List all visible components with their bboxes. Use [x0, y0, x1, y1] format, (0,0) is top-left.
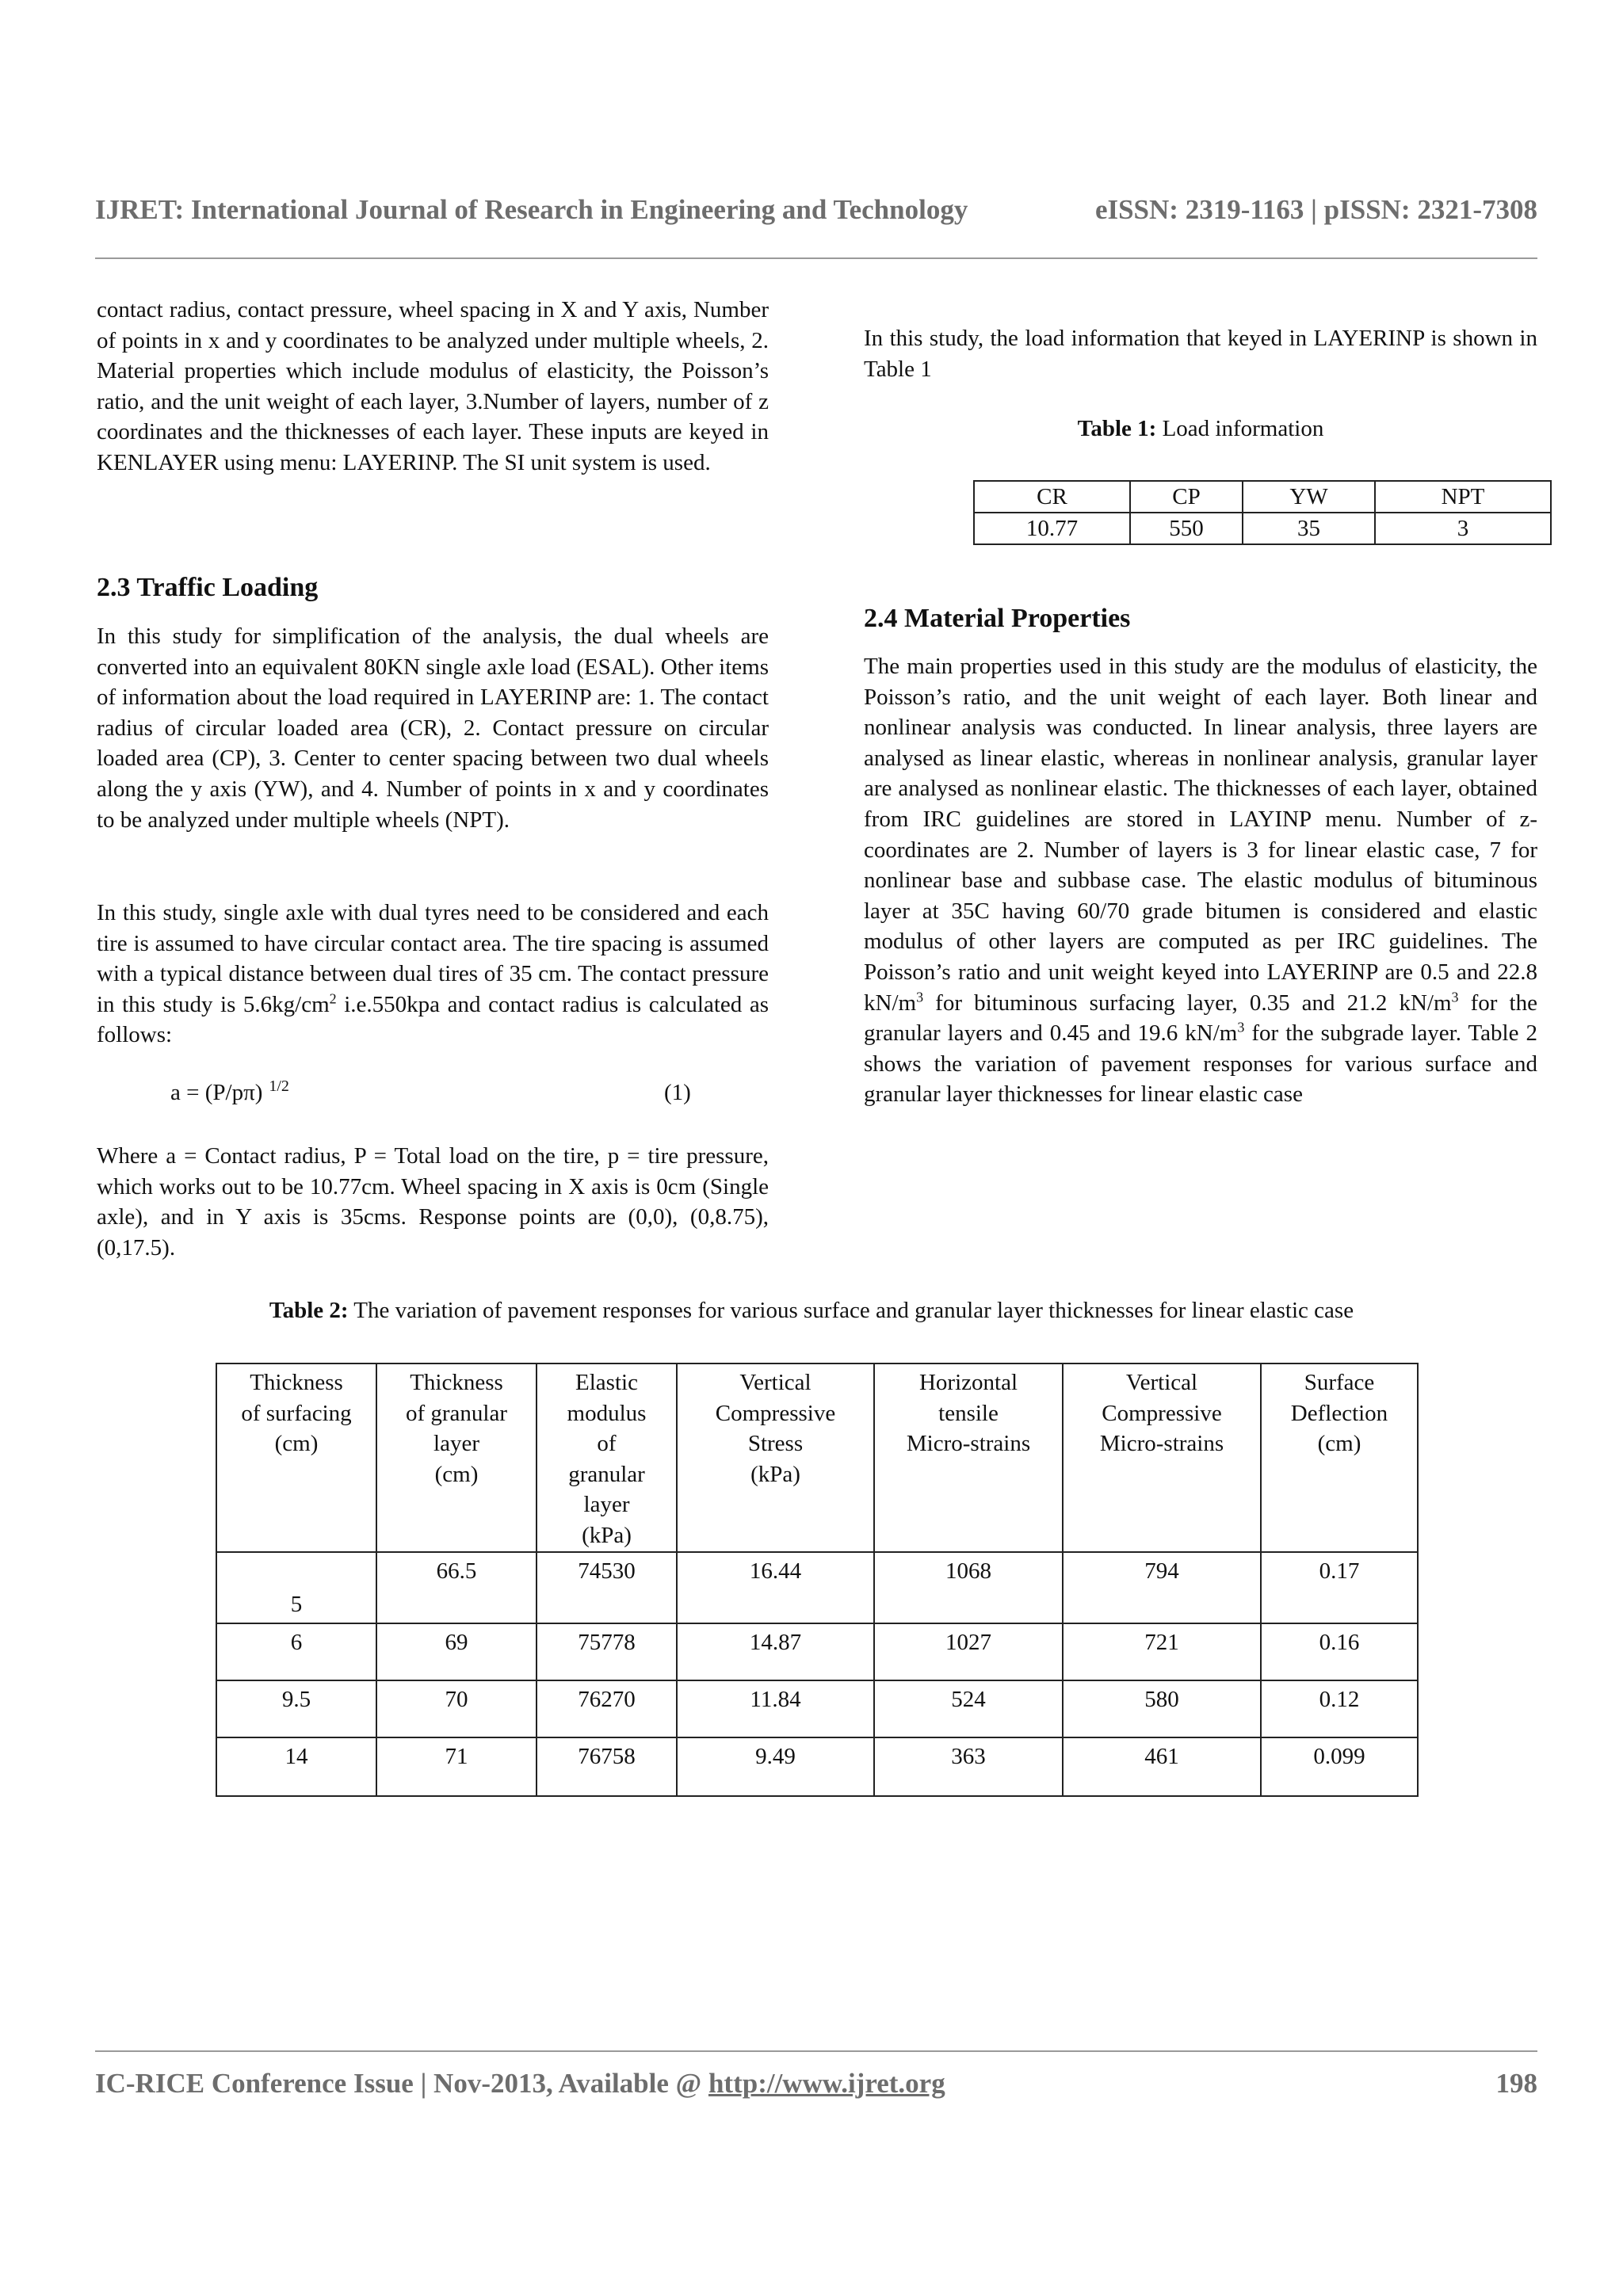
- table2-cell: 75778: [537, 1623, 677, 1680]
- table-row: [216, 1737, 1418, 1796]
- table1-row: [974, 513, 1551, 544]
- footer-text: IC-RICE Conference Issue | Nov-2013, Available @: [95, 2068, 708, 2099]
- table2-header-surfacing-thickness: [216, 1363, 376, 1552]
- table2-cell: 721: [1063, 1623, 1261, 1680]
- equation-number: (1): [664, 1080, 691, 1105]
- traffic-text: [97, 621, 769, 835]
- running-footer: [95, 2068, 1537, 2100]
- header-line: modulus: [567, 1400, 647, 1426]
- paragraph-tyre: [97, 898, 769, 1051]
- tyre-text: [97, 898, 769, 1051]
- table2-cell: 70: [376, 1680, 537, 1737]
- table2-cell: 76758: [537, 1737, 677, 1796]
- journal-title: IJRET: International Journal of Research in Engineering and Technology: [95, 194, 968, 225]
- right-intro: [864, 323, 1537, 384]
- equation: [170, 1077, 289, 1106]
- material-text-a: The main properties used in this study are the modulus of elasticity, the Poisson’s ratio, and the unit weight of each layer. Both linear and nonlinear analysis was conducted. In linear analysis, three layers are analysed as linear elastic, whereas in nonlinear analysis, granular layer are analysed as nonlinear elastic. The thicknesses of each layer, obtained from IRC guidelines are stored in LAYINP menu. Number of z-coordinates are 2. Number of layers is 3 for linear elastic case, 7 for nonlinear base and subbase case. The elastic modulus of bituminous layer at 35C having 60/70 grade bitumen is considered and elastic modulus of other layers are computed as per IRC guidelines. The Poisson’s ratio and unit weight keyed into LAYERINP are 0.5 and 22.8 kN/m: [864, 654, 1537, 1016]
- header-line: (kPa): [750, 1461, 800, 1487]
- header-line: Thickness: [410, 1370, 503, 1395]
- table2-header-row: [216, 1363, 1418, 1552]
- table1-cell-cp: 550: [1130, 513, 1243, 544]
- table2-cell: 1027: [874, 1623, 1063, 1680]
- table2-caption-text: The variation of pavement responses for various surface and granular layer thicknesses for linear elastic case: [348, 1298, 1354, 1323]
- header-line: (cm): [1317, 1431, 1361, 1457]
- table2-cell: 363: [874, 1737, 1063, 1796]
- table2-cell: 14.87: [677, 1623, 874, 1680]
- table2-cell: 794: [1063, 1552, 1261, 1623]
- table2-cell: 16.44: [677, 1552, 874, 1623]
- header-line: (kPa): [582, 1522, 632, 1548]
- table2-header-vertical-stress: [677, 1363, 874, 1552]
- table2-cell: 76270: [537, 1680, 677, 1737]
- table2-caption-label: Table 2:: [269, 1298, 349, 1323]
- table1-caption-text: Load information: [1156, 416, 1324, 441]
- paragraph-material: [864, 651, 1537, 1110]
- material-text-c: for the granular layers and 0.45 and 19.6 kN/m: [864, 990, 1537, 1047]
- table1-header-cr: CR: [974, 481, 1130, 513]
- page-number: 198: [1495, 2068, 1537, 2099]
- tyre-text-b: i.e.550kpa and contact radius is calculated as follows:: [97, 991, 769, 1048]
- table2-header-vertical-compressive: [1063, 1363, 1261, 1552]
- table2-cell: 580: [1063, 1680, 1261, 1737]
- footer-rule: [95, 2050, 1537, 2052]
- table2-cell: 66.5: [376, 1552, 537, 1623]
- header-line: Vertical: [1125, 1370, 1198, 1395]
- header-line: layer: [583, 1492, 630, 1518]
- section-heading-traffic: [97, 572, 769, 604]
- equation-exponent: 1/2: [269, 1077, 289, 1096]
- header-line: of: [597, 1431, 617, 1457]
- header-line: Compressive: [1102, 1400, 1222, 1426]
- heading-material-properties: 2.4 Material Properties: [864, 604, 1131, 633]
- tyre-text-a: In this study, single axle with dual tyres need to be considered and each tire is assumed to have circular contact area. The tire spacing is assumed with a typical distance between dual tires of 35 cm. The contact pressure in this study is 5.6kg/cm: [97, 900, 769, 1017]
- header-line: tensile: [938, 1400, 999, 1426]
- table1-cell-yw: 35: [1243, 513, 1375, 544]
- table2-cell: 524: [874, 1680, 1063, 1737]
- table1-cell-npt: 3: [1375, 513, 1551, 544]
- table2-cell: 0.12: [1261, 1680, 1418, 1737]
- table2-cell: 9.5: [216, 1680, 376, 1737]
- table2-cell: 5: [216, 1552, 376, 1623]
- table2-cell: 74530: [537, 1552, 677, 1623]
- header-line: Deflection: [1290, 1400, 1388, 1426]
- table2-cell: 1068: [874, 1552, 1063, 1623]
- table2-cell: 9.49: [677, 1737, 874, 1796]
- heading-traffic-loading: 2.3 Traffic Loading: [97, 573, 319, 602]
- table2-cell: 0.16: [1261, 1623, 1418, 1680]
- table1-caption: [864, 416, 1537, 442]
- paragraph-traffic: In this study for simplification of the analysis, the dual wheels are converted into an equivalent 80KN single axle load (ESAL). Other items of information about the load required in LAYERINP are: 1. The contact radius of circular loaded area (CR), 2. Contact pressure on circular loaded area (CP), 3. Center to center spacing between two dual wheels along the y axis (YW), and 4. Number of points in x and y coordinates to be analyzed under multiple wheels (NPT).: [97, 624, 769, 833]
- table1: [973, 480, 1552, 545]
- header-line: (cm): [274, 1431, 319, 1457]
- header-line: Micro-strains: [1099, 1431, 1224, 1457]
- table2-cell: 6: [216, 1623, 376, 1680]
- header-line: Thickness: [250, 1370, 343, 1395]
- table2-cell: 0.099: [1261, 1737, 1418, 1796]
- equation-lhs: a = (P/pπ): [170, 1080, 263, 1105]
- header-rule: [95, 257, 1537, 259]
- table2-cell: 0.17: [1261, 1552, 1418, 1623]
- header-line: of granular: [405, 1400, 508, 1426]
- table2-header-surface-deflection: [1261, 1363, 1418, 1552]
- table1-cell-cr: 10.77: [974, 513, 1130, 544]
- table2-cell: 14: [216, 1737, 376, 1796]
- table1-header-row: [974, 481, 1551, 513]
- table-row: [216, 1623, 1418, 1680]
- header-line: Vertical: [739, 1370, 812, 1395]
- material-text-b: for bituminous surfacing layer, 0.35 and 21.2 kN/m: [923, 990, 1452, 1016]
- header-line: granular: [568, 1461, 645, 1487]
- table2: [216, 1363, 1419, 1797]
- running-header: [95, 194, 1537, 226]
- tyre-sup: 2: [329, 990, 337, 1007]
- material-sup-3: 3: [1237, 1019, 1245, 1035]
- table1-header-npt: NPT: [1375, 481, 1551, 513]
- header-line: layer: [433, 1431, 479, 1457]
- material-sup-2: 3: [1451, 988, 1459, 1005]
- material-sup-1: 3: [916, 988, 924, 1005]
- table1-header-cp: CP: [1130, 481, 1243, 513]
- where-text: [97, 1141, 769, 1263]
- table1-header-yw: YW: [1243, 481, 1375, 513]
- footer-left: [95, 2068, 945, 2100]
- left-column: [97, 295, 769, 479]
- table2-cell: 11.84: [677, 1680, 874, 1737]
- header-line: Stress: [747, 1431, 804, 1457]
- section-heading-material: [864, 603, 1537, 635]
- material-text-d: for the subgrade layer. Table 2 shows the variation of pavement responses for various surface and granular layer thicknesses for linear elastic case: [864, 1020, 1537, 1108]
- header-line: (cm): [434, 1461, 479, 1487]
- material-text: [864, 651, 1537, 1110]
- header-line: of surfacing: [241, 1400, 352, 1426]
- paragraph-intro: contact radius, contact pressure, wheel spacing in X and Y axis, Number of points in x and y coordinates to be analyzed under multiple wheels, 2. Material properties which include modulus of elasticity, the Poisson’s ratio, and the unit weight of each layer, 3.Number of layers, number of z coordinates and the thicknesses of each layer. These inputs are keyed in KENLAYER using menu: LAYERINP. The SI unit system is used.: [97, 297, 769, 475]
- table2-header-granular-thickness: [376, 1363, 537, 1552]
- header-line: Surface: [1304, 1370, 1375, 1395]
- table2-cell: 71: [376, 1737, 537, 1796]
- header-line: Horizontal: [918, 1370, 1018, 1395]
- table1-caption-label: Table 1:: [1077, 416, 1157, 441]
- table2-caption: [0, 1298, 1623, 1324]
- table2-cell: 69: [376, 1623, 537, 1680]
- paragraph-load-info: In this study, the load information that keyed in LAYERINP is shown in Table 1: [864, 326, 1537, 382]
- header-line: Elastic: [575, 1370, 638, 1395]
- table-row: [216, 1552, 1418, 1623]
- journal-link[interactable]: http://www.ijret.org: [708, 2068, 945, 2099]
- table2-cell: 461: [1063, 1737, 1261, 1796]
- table-row: [216, 1680, 1418, 1737]
- table2-header-elastic-modulus: [537, 1363, 677, 1552]
- paragraph-where: Where a = Contact radius, P = Total load on the tire, p = tire pressure, which works out to be 10.77cm. Wheel spacing in X axis is 0cm (Single axle), and in Y axis is 35cms. Response points are (0,0), (0,8.75), (0,17.5).: [97, 1143, 769, 1261]
- header-line: Compressive: [715, 1400, 836, 1426]
- table2-header-horizontal-tensile: [874, 1363, 1063, 1552]
- issn-text: eISSN: 2319-1163 | pISSN: 2321-7308: [1094, 194, 1537, 225]
- header-line: Micro-strains: [906, 1431, 1031, 1457]
